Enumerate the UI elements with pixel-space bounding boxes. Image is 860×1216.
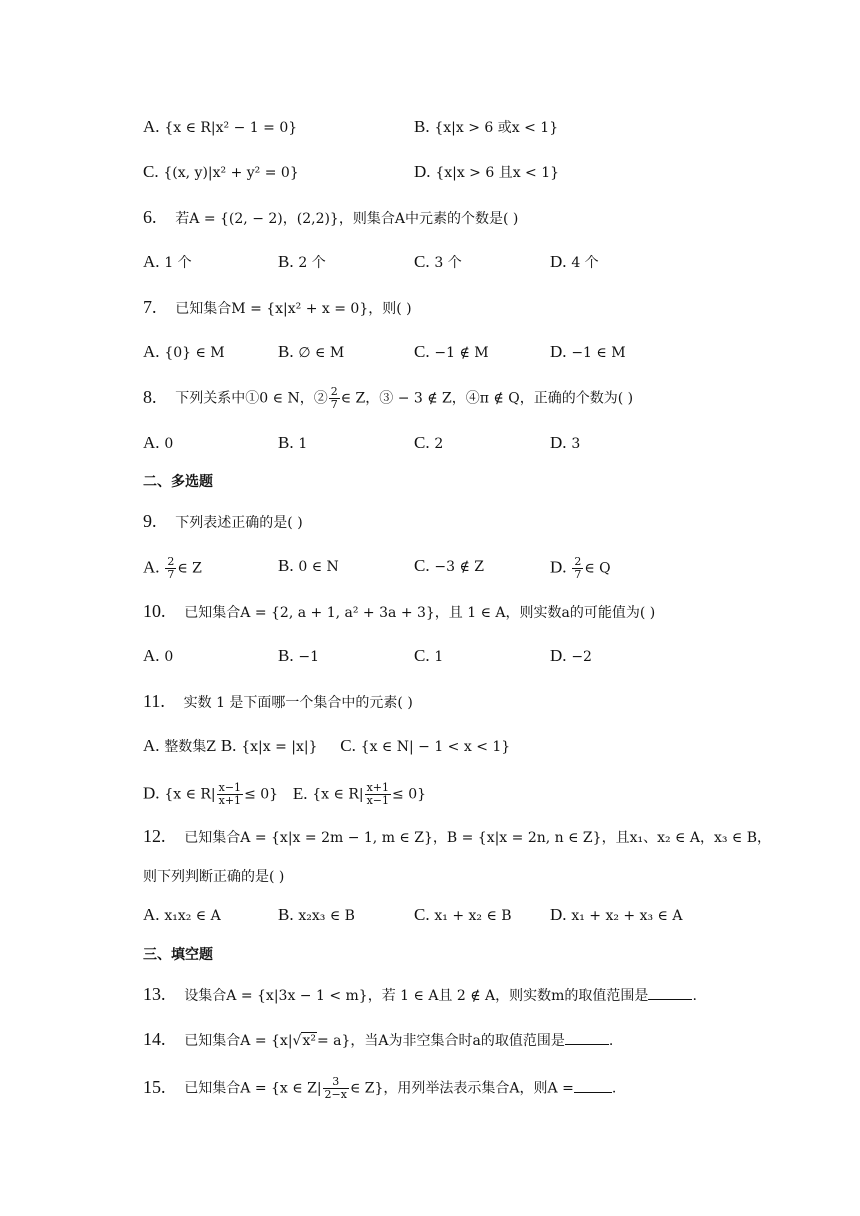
option-label: B. xyxy=(278,646,294,665)
option-text: ∈ Q xyxy=(584,560,611,577)
option-text: 3 个 xyxy=(434,255,462,271)
q5-option-c xyxy=(143,162,299,183)
fraction-numerator: 2 xyxy=(167,555,175,568)
option-text: 1 xyxy=(298,436,308,452)
answer-blank[interactable] xyxy=(648,985,692,1000)
option-label: A. xyxy=(143,117,160,136)
option-label: A. xyxy=(143,433,160,452)
question-text: = a}，当A为非空集合时a的取值范围是 xyxy=(316,1033,565,1049)
option-label: E. xyxy=(292,783,308,803)
option-label: A. xyxy=(143,557,160,577)
question-text: 已知集合A = {x|x = 2m − 1, m ∈ Z}，B = {x|x = 2n, n ∈ Z}，且x₁、x₂ ∈ A，x₃ ∈ B， xyxy=(184,830,772,846)
option-text: 0 xyxy=(164,649,174,665)
option-text: x₁ + x₂ + x₃ ∈ A xyxy=(571,908,683,924)
q12-option-d xyxy=(550,905,682,926)
option-text: 0 ∈ N xyxy=(298,559,339,575)
q8-option-a xyxy=(143,433,173,454)
option-text: 1 个 xyxy=(164,255,192,271)
option-label: D. xyxy=(550,433,567,452)
q9-option-c xyxy=(414,556,484,577)
question-text: 下列关系中①0 ∈ N，② xyxy=(175,390,328,407)
option-label: D. xyxy=(550,252,567,271)
fraction-numerator: 2 xyxy=(330,385,338,398)
option-text: {x ∈ R|x² − 1 = 0} xyxy=(164,120,298,136)
question-number: 8. xyxy=(143,386,157,407)
question-number: 12. xyxy=(143,826,166,846)
q12-stem-continued xyxy=(143,866,284,887)
option-text: {(x, y)|x² + y² = 0} xyxy=(163,165,299,181)
question-text: 实数 1 是下面哪一个集合中的元素( ) xyxy=(183,695,413,711)
question-number: 15. xyxy=(143,1076,166,1097)
fraction xyxy=(217,782,243,807)
q9-option-b xyxy=(278,556,339,577)
q5-option-d xyxy=(414,162,559,183)
question-number: 7. xyxy=(143,297,157,317)
fraction-denominator: x+1 xyxy=(218,794,242,807)
question-text: ∈ Z}，用列举法表示集合A，则A = xyxy=(349,1080,574,1097)
q12-option-a xyxy=(143,905,221,926)
q10-option-a xyxy=(143,646,173,667)
question-text: 已知集合A = {2, a + 1, a² + 3a + 3}，且 1 ∈ A，则实数a的可能值为( ) xyxy=(184,605,656,621)
fraction xyxy=(165,556,176,581)
question-number: 13. xyxy=(143,984,166,1004)
question-text: 已知集合A = {x| xyxy=(184,1033,293,1049)
question-text: ∈ Z，③ − 3 ∉ Z，④π ∉ Q，正确的个数为( ) xyxy=(340,390,634,407)
q10-option-b xyxy=(278,646,319,667)
question-number: 6. xyxy=(143,207,157,227)
q10-option-d xyxy=(550,646,592,667)
option-text: 整数集Z xyxy=(164,739,217,755)
sqrt-radicand: x² xyxy=(302,1033,316,1049)
option-label: B. xyxy=(414,117,430,136)
fraction-denominator: 2−x xyxy=(324,1088,347,1101)
fraction xyxy=(572,556,583,581)
fraction-denominator: 7 xyxy=(574,568,582,581)
fraction-numerator: 3 xyxy=(323,1076,349,1089)
option-label: C. xyxy=(340,736,356,755)
q12-option-b xyxy=(278,905,355,926)
q11-options-row2 xyxy=(143,782,426,807)
question-text: 下列表述正确的是( ) xyxy=(175,515,303,531)
option-text: 2 个 xyxy=(298,255,326,271)
fraction-numerator: x−1 xyxy=(218,781,242,794)
question-number: 11. xyxy=(143,691,165,711)
q7-option-a xyxy=(143,342,225,363)
option-label: C. xyxy=(414,342,430,361)
period: . xyxy=(611,1080,617,1097)
option-label: B. xyxy=(278,905,294,924)
option-text: −1 ∈ M xyxy=(571,345,626,361)
option-label: B. xyxy=(278,252,294,271)
sqrt-icon: √ xyxy=(292,1033,302,1049)
option-label: C. xyxy=(414,252,430,271)
q7-option-b xyxy=(278,342,344,363)
q8-option-d xyxy=(550,433,580,454)
q11-stem xyxy=(143,691,413,713)
q8-stem xyxy=(143,386,633,411)
question-text: 设集合A = {x|3x − 1 < m}，若 1 ∈ A且 2 ∉ A，则实数m的取值范围是 xyxy=(184,988,649,1004)
question-text: 若A = {(2, − 2)，(2,2)}，则集合A中元素的个数是( ) xyxy=(175,211,519,227)
fraction xyxy=(323,1076,349,1101)
option-text: ≤ 0} xyxy=(244,786,279,803)
option-text: x₁ + x₂ ∈ B xyxy=(434,908,512,924)
q6-stem xyxy=(143,207,518,229)
q10-option-c xyxy=(414,646,443,667)
q6-option-d xyxy=(550,252,599,273)
option-label: D. xyxy=(550,342,567,361)
option-text: −3 ∉ Z xyxy=(434,559,485,575)
option-label: A. xyxy=(143,252,160,271)
option-text: {x ∈ R| xyxy=(164,786,216,803)
q9-option-d xyxy=(550,556,611,581)
option-text: −2 xyxy=(571,649,592,665)
fraction xyxy=(329,386,340,411)
question-text: 已知集合M = {x|x² + x = 0}，则( ) xyxy=(175,301,412,317)
option-label: C. xyxy=(414,433,430,452)
option-text: x₂x₃ ∈ B xyxy=(298,908,355,924)
section-heading-multiple-choice: 二、多选题 xyxy=(143,474,213,490)
q12-stem xyxy=(143,826,771,848)
answer-blank[interactable] xyxy=(565,1030,609,1045)
option-text: ∈ Z xyxy=(177,560,202,577)
fraction-numerator: x+1 xyxy=(366,781,390,794)
option-text: 0 xyxy=(164,436,174,452)
period: . xyxy=(692,988,697,1004)
question-number: 9. xyxy=(143,511,157,531)
option-text: ≤ 0} xyxy=(392,786,427,803)
option-text: {x|x > 6 或x < 1} xyxy=(434,120,559,136)
option-label: B. xyxy=(220,736,237,755)
option-label: B. xyxy=(278,556,294,575)
option-label: D. xyxy=(143,783,160,803)
option-text: −1 ∉ M xyxy=(434,345,489,361)
question-number: 14. xyxy=(143,1029,166,1049)
option-text: 2 xyxy=(434,436,444,452)
q9-option-a xyxy=(143,556,202,581)
option-text: {0} ∈ M xyxy=(164,345,225,361)
option-label: C. xyxy=(414,905,430,924)
option-label: C. xyxy=(414,556,430,575)
option-label: A. xyxy=(143,736,160,755)
q8-option-b xyxy=(278,433,307,454)
option-text: {x|x = |x|} xyxy=(241,739,318,755)
option-label: D. xyxy=(414,162,431,181)
period: . xyxy=(608,1033,614,1049)
option-text: 1 xyxy=(434,649,444,665)
fraction-denominator: x−1 xyxy=(366,794,390,807)
q5-option-a xyxy=(143,117,297,138)
option-label: B. xyxy=(278,433,294,452)
q13-stem xyxy=(143,984,697,1006)
q5-option-b xyxy=(414,117,558,138)
q8-option-c xyxy=(414,433,443,454)
fraction-denominator: 7 xyxy=(167,568,175,581)
option-label: C. xyxy=(143,162,159,181)
option-text: 3 xyxy=(571,436,581,452)
q6-option-a xyxy=(143,252,192,273)
q12-option-c xyxy=(414,905,512,926)
q9-stem xyxy=(143,511,303,533)
option-text: ∅ ∈ M xyxy=(298,345,345,361)
q7-option-d xyxy=(550,342,626,363)
option-label: D. xyxy=(550,646,567,665)
q10-stem xyxy=(143,601,655,623)
section-heading-fill-blank: 三、填空题 xyxy=(143,947,213,963)
option-label: C. xyxy=(414,646,430,665)
option-text: {x ∈ R| xyxy=(312,786,364,803)
option-text: 4 个 xyxy=(571,255,599,271)
q7-stem xyxy=(143,297,412,319)
q6-option-b xyxy=(278,252,326,273)
question-number: 10. xyxy=(143,601,166,621)
q14-stem xyxy=(143,1029,613,1051)
fraction-numerator: 2 xyxy=(574,555,582,568)
option-label: B. xyxy=(278,342,294,361)
option-label: A. xyxy=(143,905,160,924)
option-text: −1 xyxy=(298,649,320,665)
q7-option-c xyxy=(414,342,489,363)
option-text: x₁x₂ ∈ A xyxy=(164,908,221,924)
q15-stem xyxy=(143,1076,616,1101)
question-text: 已知集合A = {x ∈ Z| xyxy=(184,1080,322,1097)
fraction xyxy=(365,782,391,807)
option-label: D. xyxy=(550,905,567,924)
q11-options-row1 xyxy=(143,736,510,757)
option-text: {x ∈ N| − 1 < x < 1} xyxy=(360,739,511,755)
q6-option-c xyxy=(414,252,462,273)
option-label: D. xyxy=(550,557,567,577)
option-text: {x|x > 6 且x < 1} xyxy=(435,165,560,181)
option-label: A. xyxy=(143,646,160,665)
question-text: 则下列判断正确的是( ) xyxy=(143,869,285,885)
answer-blank[interactable] xyxy=(574,1078,612,1093)
fraction-denominator: 7 xyxy=(330,398,338,411)
option-label: A. xyxy=(143,342,160,361)
